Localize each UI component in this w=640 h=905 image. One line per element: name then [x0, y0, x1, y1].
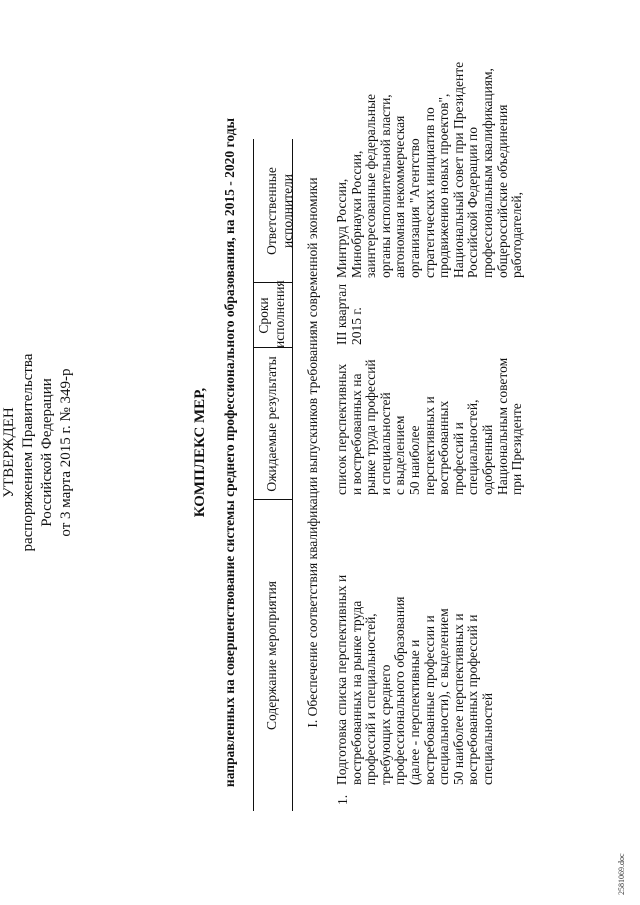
- content-line: профессий и специальностей,: [363, 613, 379, 785]
- content-line: специальности), с выделением: [436, 608, 452, 785]
- executor-line: продвижению новых проектов",: [436, 93, 452, 278]
- executor-line: организация "Агентство: [406, 138, 422, 278]
- result-line: одобренный: [479, 424, 495, 495]
- document-subtitle: направленных на совершенствование системы среднего профессионального образования, на 2015 - 2020 годы: [222, 117, 237, 788]
- header-deadline: [256, 280, 288, 348]
- row-number: 1.: [335, 794, 350, 805]
- result-line: список перспективных: [334, 363, 349, 495]
- content-line: 50 наиболее перспективных и: [450, 613, 466, 785]
- content-line: требующих среднего: [377, 664, 393, 785]
- result-line: востребованных: [436, 400, 452, 495]
- result-line: и специальностей: [377, 392, 393, 495]
- row-content: [335, 575, 496, 785]
- file-reference: 2581069.doc: [617, 853, 626, 895]
- result-line: при Президенте: [509, 403, 525, 495]
- content-line: востребованные профессии и: [421, 615, 437, 785]
- approval-line: распоряжением Правительства: [20, 353, 36, 552]
- executor-line: общероссийские объединения: [494, 104, 510, 278]
- header-deadline-line: Сроки: [256, 297, 271, 334]
- result-line: Национальным советом: [494, 357, 510, 495]
- header-executors: Ответственные исполнители: [264, 167, 295, 255]
- approval-line: Российской Федерации: [39, 378, 55, 527]
- executor-line: Российской Федерации по: [465, 126, 481, 278]
- header-results: Ожидаемые результаты: [264, 356, 279, 492]
- table-top-border: [253, 139, 254, 811]
- executor-line: работодателей,: [509, 192, 525, 278]
- result-line: 50 наиболее: [406, 425, 422, 495]
- approval-line: УТВЕРЖДЕН: [1, 407, 17, 498]
- executor-line: профессиональным квалификациям,: [479, 68, 495, 278]
- result-line: с выделением: [392, 415, 408, 495]
- result-line: рынке труда профессий: [363, 359, 379, 495]
- executor-line: стратегических инициатив по: [421, 107, 437, 278]
- executor-line: автономная некоммерческая: [392, 115, 408, 278]
- result-line: перспективных и: [421, 396, 437, 495]
- row-results: [335, 358, 525, 495]
- deadline-line: III квартал: [334, 283, 349, 345]
- header-deadline-line: исполнения: [272, 280, 287, 348]
- approval-stamp: [0, 0, 76, 905]
- content-line: Подготовка списка перспективных и: [334, 574, 349, 785]
- content-line: востребованных профессий и: [465, 614, 481, 785]
- result-line: и востребованных на: [348, 373, 364, 495]
- content-line: (далее - перспективные и: [406, 639, 422, 785]
- content-line: востребованных на рынке труда: [348, 600, 364, 785]
- deadline-line: 2015 г.: [348, 307, 364, 345]
- executor-line: Национальный совет при Президенте: [450, 61, 466, 278]
- document-title: КОМПЛЕКС МЕР,: [192, 387, 208, 518]
- result-line: специальностей,: [465, 399, 481, 495]
- row-deadline: [335, 284, 364, 345]
- section-title: I. Обеспечение соответствия квалификации выпускников требованиям современной экономики: [305, 177, 320, 728]
- row-executors: [335, 62, 525, 278]
- executor-line: Минтруд России,: [334, 178, 349, 278]
- executor-line: органы исполнительной власти,: [377, 94, 393, 278]
- result-line: профессий и: [450, 422, 466, 495]
- executor-line: Минобрнауки России,: [348, 150, 364, 278]
- approval-line: от 3 марта 2015 г. № 349-р: [58, 368, 74, 537]
- content-line: профессионального образования: [392, 596, 408, 785]
- content-line: специальностей: [479, 692, 495, 785]
- executor-line: заинтересованные федеральные: [363, 93, 379, 278]
- header-content: Содержание мероприятия: [264, 581, 279, 730]
